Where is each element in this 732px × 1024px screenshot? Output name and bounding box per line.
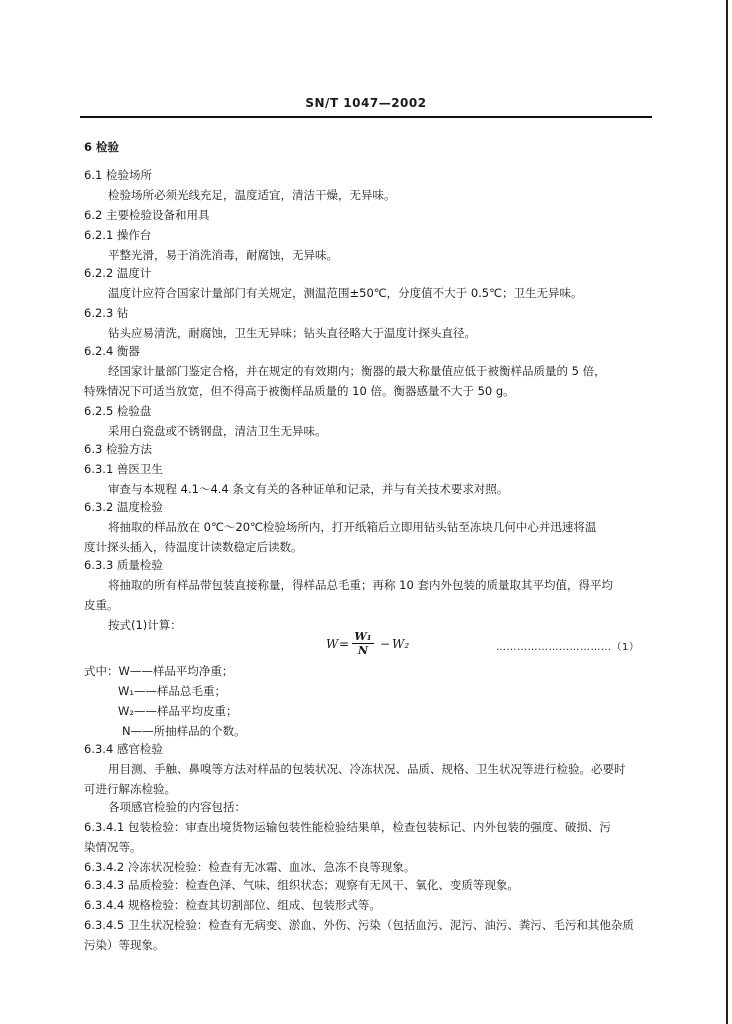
section-6-3-3-body-line2: 皮重。: [84, 598, 119, 612]
section-6-3-heading: 6.3 检验方法: [84, 442, 152, 456]
where-clause-w1: W₁——样品总毛重；: [118, 684, 226, 698]
section-6-3-3-heading: 6.3.3 质量检验: [84, 558, 163, 572]
standard-code-header: SN/T 1047—2002: [305, 96, 427, 110]
section-6-1-body: 检验场所必须光线充足，温度适宜，清洁干燥，无异味。: [108, 188, 396, 202]
section-6-3-3-body-line3: 按式(1)计算：: [108, 618, 182, 632]
section-6-3-4-2: 6.3.4.2 冷冻状况检验：检查有无冰霜、血冰、急冻不良等现象。: [84, 860, 416, 874]
section-6-3-2-heading: 6.3.2 温度检验: [84, 500, 163, 514]
where-clause-w: 式中：W——样品平均净重；: [84, 664, 234, 678]
section-6-2-3-body: 钻头应易清洗，耐腐蚀，卫生无异味；钻头直径略大于温度计探头直径。: [108, 326, 476, 340]
where-clause-w2: W₂——样品平均皮重；: [118, 704, 238, 718]
formula-fraction: [352, 630, 374, 657]
formula-denominator: N: [357, 644, 369, 657]
section-6-3-4-5-line2: 污染）等现象。: [84, 938, 165, 952]
formula-rhs: W₂: [392, 637, 410, 651]
section-6-3-4-body-line2: 可进行解冻检验。: [84, 782, 176, 796]
section-6-2-4-heading: 6.2.4 衡器: [84, 344, 140, 358]
section-6-3-4-3: 6.3.4.3 品质检验：检查色泽、气味、组织状态；观察有无风干、氧化、变质等现象。: [84, 878, 519, 892]
section-6-2-4-body-line1: 经国家计量部门鉴定合格，并在规定的有效期内；衡器的最大称量值应低于被衡样品质量的 5 倍，: [108, 364, 606, 378]
header-rule: [80, 116, 652, 118]
section-6-2-2-body: 温度计应符合国家计量部门有关规定，测温范围±50℃，分度值不大于 0.5℃；卫生无异味。: [108, 286, 583, 300]
formula-numerator: W₁: [352, 630, 374, 644]
section-6-2-heading: 6.2 主要检验设备和用具: [84, 208, 210, 222]
section-6-2-4-body-line2: 特殊情况下可适当放宽，但不得高于被衡样品质量的 10 倍。衡器感量不大于 50 g。: [84, 384, 515, 398]
formula-equals: =: [339, 637, 350, 651]
section-6-3-4-4: 6.3.4.4 规格检验：检查其切割部位、组成、包装形式等。: [84, 898, 381, 912]
formula-number-leader: ……………………………（1）: [496, 642, 640, 653]
section-6-heading: 6 检验: [84, 140, 120, 154]
section-6-2-1-body: 平整光滑，易于消洗消毒，耐腐蚀，无异味。: [108, 248, 338, 262]
formula-1: [326, 630, 446, 660]
section-6-3-4-heading: 6.3.4 感官检验: [84, 742, 163, 756]
section-6-2-2-heading: 6.2.2 温度计: [84, 266, 152, 280]
formula-lhs: W: [326, 637, 339, 651]
section-6-2-3-heading: 6.2.3 钻: [84, 306, 129, 320]
section-6-3-4-1-line1: 6.3.4.1 包装检验：审查出境货物运输包装性能检验结果单，检查包装标记、内外包装的强度、破损、污: [84, 820, 611, 834]
section-6-3-4-body-line1: 用目测、手触、鼻嗅等方法对样品的包装状况、冷冻状况、品质、规格、卫生状况等进行检验。必要时: [108, 762, 626, 776]
where-clause-n: N——所抽样品的个数。: [122, 724, 246, 738]
scan-edge: [726, 0, 728, 1024]
formula-minus: −: [380, 637, 391, 651]
section-6-3-4-1-line2: 染情况等。: [84, 840, 142, 854]
section-6-3-3-body-line1: 将抽取的所有样品带包装直接称量，得样品总毛重；再称 10 套内外包装的质量取其平均值，得平均: [108, 578, 613, 592]
section-6-3-1-body: 审查与本规程 4.1～4.4 条文有关的各种证单和记录，并与有关技术要求对照。: [108, 482, 509, 496]
section-6-2-5-body: 采用白瓷盘或不锈钢盘，清洁卫生无异味。: [108, 424, 327, 438]
section-6-3-4-5-line1: 6.3.4.5 卫生状况检验：检查有无病变、淤血、外伤、污染（包括血污、泥污、油污、粪污、毛污和其他杂质: [84, 918, 634, 932]
section-6-3-4-body-line3: 各项感官检验的内容包括：: [108, 800, 246, 814]
section-6-3-2-body-line2: 度计探头插入，待温度计读数稳定后读数。: [84, 540, 303, 554]
section-6-3-1-heading: 6.3.1 兽医卫生: [84, 462, 163, 476]
section-6-3-2-body-line1: 将抽取的样品放在 0℃～20℃检验场所内，打开纸箱后立即用钻头钻至冻块几何中心并迅速将温: [108, 520, 597, 534]
section-6-2-5-heading: 6.2.5 检验盘: [84, 404, 152, 418]
section-6-2-1-heading: 6.2.1 操作台: [84, 228, 152, 242]
section-6-1-heading: 6.1 检验场所: [84, 168, 152, 182]
